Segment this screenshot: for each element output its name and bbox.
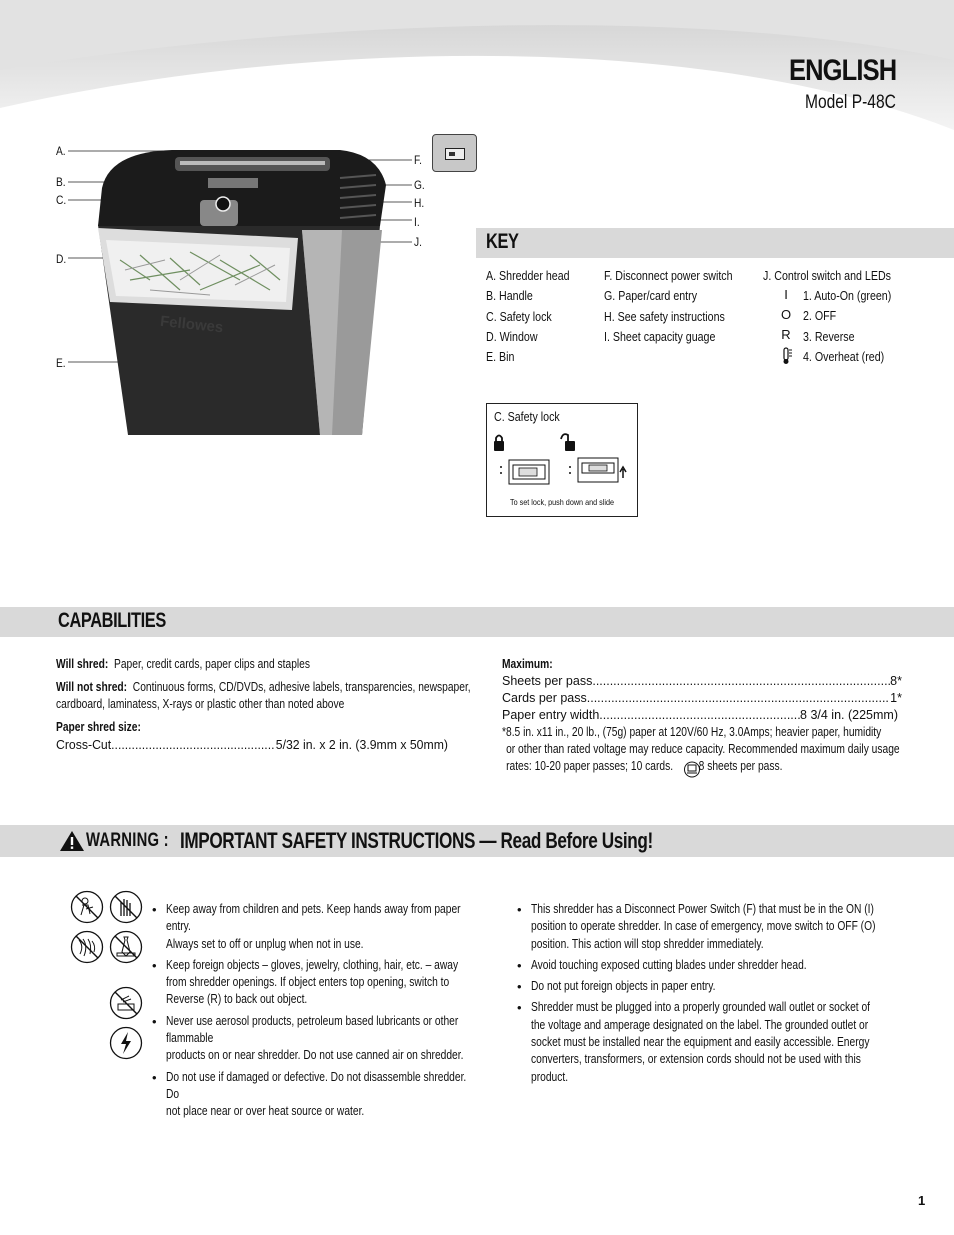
safety-item-line: • Keep away from children and pets. Keep hands away from paper entry. <box>166 902 461 934</box>
shred-size-label: Paper shred size: <box>56 720 141 734</box>
warning-triangle-icon <box>59 830 85 852</box>
capacity-note-1: *8.5 in. x11 in., 20 lb., (75g) paper at 120V/60 Hz, 3.0Amps; heavier paper, humidity <box>502 725 882 739</box>
power-switch-icon <box>432 134 477 172</box>
paper-entry-row <box>502 707 898 724</box>
safety-item <box>517 901 877 953</box>
safety-item <box>152 1069 482 1121</box>
safety-lock-illustration <box>493 432 633 492</box>
will-not-shred-text: Continuous forms, CD/DVDs, adhesive labels, transparencies, newspaper, <box>132 680 471 694</box>
no-tie-icon <box>109 930 143 964</box>
will-not-shred-text-2: cardboard, laminatess, X-rays or plastic other than noted above <box>56 697 345 711</box>
callout-i: I. <box>414 215 420 229</box>
crosscut-label: Cross-Cut <box>56 738 112 752</box>
will-not-shred-line <box>56 679 471 696</box>
capabilities-left <box>56 656 471 754</box>
safety-list-left <box>152 901 482 1125</box>
safety-lock-box <box>486 403 638 517</box>
off-symbol: O <box>780 307 792 322</box>
safety-list-right <box>517 901 877 1090</box>
auto-on-symbol: I <box>784 287 788 302</box>
entry-label: Paper entry width <box>502 708 600 722</box>
callout-a: A. <box>56 144 66 158</box>
brand-logo: Fellowes <box>159 312 225 337</box>
safety-item-line: • This shredder has a Disconnect Power Switch (F) that must be in the ON (I) <box>531 902 874 916</box>
callout-e: E. <box>56 356 66 370</box>
cards-label: Cards per pass <box>502 691 587 705</box>
cards-per-pass-row <box>502 690 902 707</box>
warning-title: IMPORTANT SAFETY INSTRUCTIONS — Read Before Using! <box>180 828 653 853</box>
key-column-1 <box>486 266 588 367</box>
capacity-note-3-text: rates: 10-20 paper passes; 10 cards. <box>506 759 674 773</box>
safety-item-line: Always set to off or unplug when not in use. <box>166 936 364 951</box>
sheets-value: 8* <box>890 674 902 688</box>
callout-f: F. <box>414 153 422 167</box>
safety-item-line: • Shredder must be plugged into a properly grounded wall outlet or socket of <box>531 1000 871 1015</box>
key-item: G. Paper/card entry <box>604 288 698 304</box>
key-item: F. Disconnect power switch <box>604 268 733 283</box>
sheets-label: Sheets per pass <box>502 674 593 688</box>
safety-item-line: products on or near shredder. Do not use canned air on shredder. <box>166 1048 464 1063</box>
key-item: D. Window <box>486 328 538 344</box>
key-item: H. See safety instructions <box>604 308 725 324</box>
safety-item-line: • Never use aerosol products, petroleum based lubricants or other flammable <box>166 1013 459 1046</box>
callout-d: D. <box>56 252 67 266</box>
key-item: C. Safety lock <box>486 308 552 324</box>
crosscut-row <box>56 737 448 754</box>
key-header-bar <box>476 228 954 258</box>
safety-item <box>152 957 482 1009</box>
key-title: KEY <box>486 230 519 253</box>
key-item: 1. Auto-On (green) <box>803 288 892 303</box>
safety-item-line: • Do not use if damaged or defective. Do not disassemble shredder. Do <box>166 1069 467 1101</box>
callout-b: B. <box>56 175 66 189</box>
no-hands-icon <box>109 890 143 924</box>
safety-item-line: the voltage and amperage designated on the label. The grounded outlet or <box>531 1017 869 1032</box>
warning-label: WARNING : <box>86 830 169 851</box>
safety-item-line: • Do not put foreign objects in paper entry. <box>531 979 716 994</box>
electrical-hazard-icon <box>109 1026 143 1060</box>
capabilities-right <box>502 656 902 775</box>
will-shred-label: Will shred: <box>56 657 109 671</box>
warning-label-text: WARNING <box>86 830 160 851</box>
safety-item <box>152 1013 482 1065</box>
key-column-3 <box>803 286 911 367</box>
callout-g: G. <box>414 178 425 192</box>
capacity-note-3-end: 8 sheets per pass. <box>698 759 783 773</box>
key-item: J. Control switch and LEDs <box>763 268 891 283</box>
safety-item-line: position. This action will stop shredder immediately. <box>531 936 764 951</box>
key-column-2 <box>604 266 761 347</box>
callout-c: C. <box>56 193 67 207</box>
safety-item-line: • Avoid touching exposed cutting blades under shredder head. <box>531 957 807 972</box>
capabilities-title: CAPABILITIES <box>58 609 166 632</box>
sheets-per-pass-row <box>502 673 902 690</box>
no-hair-icon <box>70 930 104 964</box>
model-title: Model P-48C <box>805 92 896 113</box>
capacity-note-2: or other than rated voltage may reduce capacity. Recommended maximum daily usage <box>506 742 900 756</box>
callout-j: J. <box>414 235 422 249</box>
key-item: I. Sheet capacity guage <box>604 328 716 344</box>
safety-item <box>517 978 877 995</box>
language-title: ENGLISH <box>788 54 896 87</box>
lock-closed-icon <box>494 436 504 452</box>
safety-item <box>517 999 877 1085</box>
key-item: E. Bin <box>486 349 515 365</box>
will-not-shred-label: Will not shred: <box>56 680 128 694</box>
key-item: 4. Overheat (red) <box>803 348 885 364</box>
safety-item-line: converters, transformers, or extension cords should not be used with this product. <box>531 1052 861 1084</box>
thermometer-icon <box>781 347 793 365</box>
lock-open-icon <box>561 434 575 451</box>
safety-item-line: socket must be installed near the equipment and easily accessible. Energy <box>531 1035 870 1050</box>
entry-value: 8 3/4 in. (225mm) <box>800 708 898 722</box>
key-item: A. Shredder head <box>486 268 570 283</box>
cards-value: 1* <box>890 691 902 705</box>
safety-item-line: not place near or over heat source or water. <box>166 1104 365 1119</box>
maximum-label: Maximum: <box>502 657 553 671</box>
no-aerosol-icon <box>109 986 143 1020</box>
key-item: B. Handle <box>486 288 533 304</box>
sheet-capacity-icon <box>683 761 701 778</box>
safety-item-line: position to operate shredder. In case of emergency, move switch to OFF (O) <box>531 919 876 934</box>
key-item: 2. OFF <box>803 308 837 324</box>
page-number: 1 <box>918 1193 926 1208</box>
reverse-symbol: R <box>781 327 791 342</box>
safety-item <box>152 901 482 953</box>
safety-lock-caption: To set lock, push down and slide <box>509 497 615 507</box>
will-shred-text: Paper, credit cards, paper clips and staples <box>114 657 311 671</box>
crosscut-value: 5/32 in. x 2 in. (3.9mm x 50mm) <box>275 738 448 752</box>
safety-lock-title: C. Safety lock <box>494 409 560 424</box>
will-shred-line <box>56 656 392 673</box>
safety-item-line: from shredder openings. If object enters top opening, switch to <box>166 975 450 990</box>
safety-item <box>517 957 877 974</box>
safety-item-line: • Keep foreign objects – gloves, jewelry, clothing, hair, etc. – away <box>166 957 459 972</box>
safety-item-line: Reverse (R) to back out object. <box>166 992 308 1007</box>
key-column-3-title <box>763 266 919 286</box>
callout-h: H. <box>414 196 425 210</box>
key-item: 3. Reverse <box>803 328 855 344</box>
no-children-icon <box>70 890 104 924</box>
capacity-note-3 <box>502 758 830 775</box>
